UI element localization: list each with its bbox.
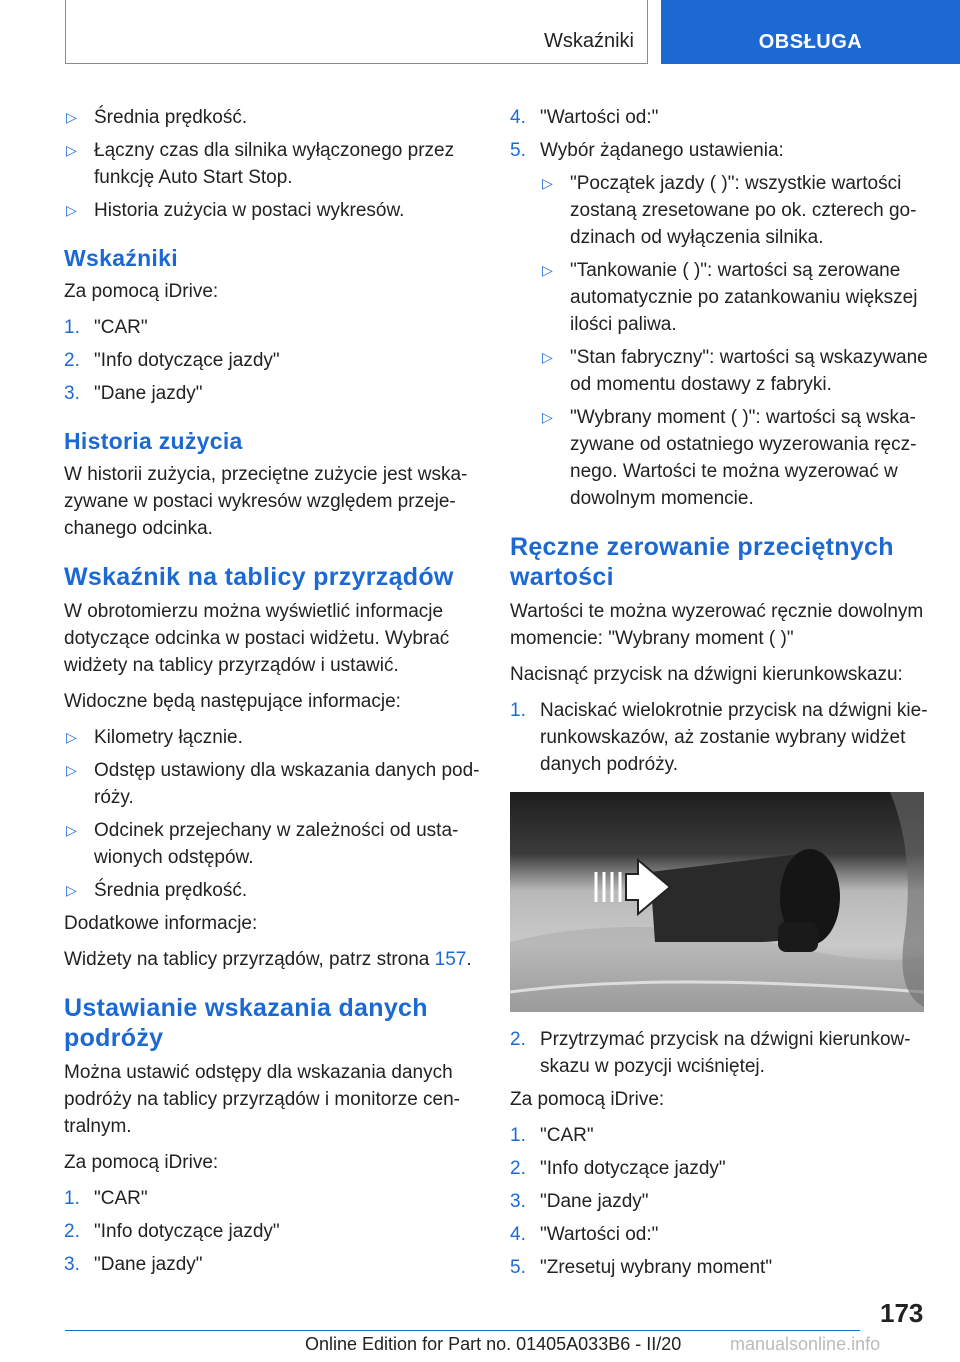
- heading-tablica: Wskaźnik na tablicy przyrządów: [64, 563, 454, 591]
- triangle-bullet-icon: ▷: [66, 882, 77, 898]
- triangle-bullet-icon: ▷: [66, 822, 77, 838]
- paragraph: Można ustawić odstępy dla wskazania danych podróży na tablicy przyrządów i monitorze cen- tralnym.: [64, 1062, 461, 1137]
- footer-divider: [65, 1330, 860, 1331]
- list-item: ▷ Odstęp ustawiony dla wskazania danych pod- róży.: [64, 757, 484, 811]
- list-item: ▷ Kilometry łącznie.: [64, 724, 484, 751]
- triangle-bullet-icon: ▷: [66, 729, 77, 745]
- list-item: 3. "Dane jazdy": [64, 1254, 203, 1275]
- list-item: 2. "Info dotyczące jazdy": [64, 1221, 280, 1242]
- heading-reczne: Ręczne zerowanie przeciętnych wartości: [510, 533, 894, 591]
- list-item: ▷ Odcinek przejechany w zależności od usta- wionych odstępów.: [64, 817, 484, 871]
- footer-edition: Online Edition for Part no. 01405A033B6 - II/20: [305, 1334, 682, 1354]
- list-item: 5. "Zresetuj wybrany moment": [510, 1257, 773, 1278]
- list-item: ▷ "Tankowanie ( )": wartości są zerowane automatycznie po zatankowaniu większej ilości paliwa.: [540, 257, 930, 338]
- paragraph: Nacisnąć przycisk na dźwigni kierunkowskazu:: [510, 664, 903, 685]
- list-item: ▷ Średnia prędkość.: [64, 104, 484, 131]
- header-section-title: Wskaźniki: [543, 30, 634, 52]
- triangle-bullet-icon: ▷: [542, 262, 553, 278]
- steps-list: [510, 104, 930, 164]
- paragraph: Widoczne będą następujące informacje:: [64, 691, 401, 712]
- list-item: 1. "CAR": [64, 1188, 148, 1209]
- list-item: 4. "Wartości od:": [510, 107, 659, 128]
- paragraph: Dodatkowe informacje:: [64, 913, 258, 934]
- header-chapter-tab[interactable]: OBSŁUGA: [661, 0, 960, 64]
- sub-bullet-list: [540, 170, 930, 512]
- steps-list: [64, 1185, 484, 1278]
- triangle-bullet-icon: ▷: [66, 109, 77, 125]
- list-item: 3. "Dane jazdy": [64, 383, 203, 404]
- paragraph: Za pomocą iDrive:: [510, 1089, 665, 1110]
- paragraph: W historii zużycia, przeciętne zużycie jest wska- zywane w postaci wykresów względem przeje- chanego odcinka.: [64, 464, 468, 539]
- footer-watermark: manualsonline.info: [730, 1334, 881, 1354]
- list-item: 1. Naciskać wielokrotnie przycisk na dźwigni kie- runkowskazów, aż zostanie wybrany widżet danych podróży.: [510, 700, 928, 775]
- list-item: 2. Przytrzymać przycisk na dźwigni kierunkow- skazu w pozycji wciśniętej.: [510, 1029, 911, 1077]
- list-item: 1. "CAR": [64, 317, 148, 338]
- bullet-list-top: [64, 104, 484, 224]
- triangle-bullet-icon: ▷: [542, 349, 553, 365]
- page-ref-link[interactable]: 157: [434, 949, 467, 970]
- right-column: [510, 104, 930, 1287]
- paragraph: Wartości te można wyzerować ręcznie dowolnym momencie: "Wybrany moment ( )": [510, 601, 924, 649]
- paragraph: Za pomocą iDrive:: [64, 1152, 219, 1173]
- triangle-bullet-icon: ▷: [66, 202, 77, 218]
- turn-signal-lever-photo: [510, 792, 924, 1012]
- list-item: 5. Wybór żądanego ustawienia:: [510, 140, 784, 161]
- list-item: ▷ "Wybrany moment ( )": wartości są wska- zywane od ostatniego wyzerowania ręcz- nego. Wartości te można wyzerować w dowolnym momencie.: [540, 404, 930, 512]
- list-item: 3. "Dane jazdy": [510, 1191, 649, 1212]
- list-item: ▷ Łączny czas dla silnika wyłączonego przez funkcję Auto Start Stop.: [64, 137, 484, 191]
- page-number: 173: [880, 1298, 924, 1328]
- lever-illustration: [510, 792, 924, 1012]
- heading-ustawianie: Ustawianie wskazania danych podróży: [64, 994, 428, 1052]
- steps-list: [510, 1122, 930, 1281]
- list-item: 2. "Info dotyczące jazdy": [510, 1158, 726, 1179]
- paragraph: Za pomocą iDrive:: [64, 281, 219, 302]
- heading-wskazniki: Wskaźniki: [64, 245, 178, 271]
- heading-historia: Historia zużycia: [64, 428, 243, 454]
- list-item: 4. "Wartości od:": [510, 1224, 659, 1245]
- steps-list: [64, 314, 484, 407]
- list-item: ▷ Historia zużycia w postaci wykresów.: [64, 197, 484, 224]
- list-item: 1. "CAR": [510, 1125, 594, 1146]
- triangle-bullet-icon: ▷: [542, 175, 553, 191]
- triangle-bullet-icon: ▷: [542, 409, 553, 425]
- list-item: ▷ "Początek jazdy ( )": wszystkie wartości zostaną zresetowane po ok. czterech go- dzinach od wyłączenia silnika.: [540, 170, 930, 251]
- triangle-bullet-icon: ▷: [66, 142, 77, 158]
- paragraph: W obrotomierzu można wyświetlić informacje dotyczące odcinka w postaci widżetu. Wybrać widżety na tablicy przyrządów i ustawić.: [64, 601, 450, 676]
- list-item: ▷ Średnia prędkość.: [64, 877, 484, 904]
- triangle-bullet-icon: ▷: [66, 762, 77, 778]
- steps-list: [510, 697, 930, 778]
- paragraph: Widżety na tablicy przyrządów, patrz strona 157.: [64, 949, 472, 970]
- steps-list: [510, 1026, 930, 1080]
- bullet-list-info: [64, 724, 484, 904]
- list-item: 2. "Info dotyczące jazdy": [64, 350, 280, 371]
- list-item: ▷ "Stan fabryczny": wartości są wskazywane od momentu dostawy z fabryki.: [540, 344, 930, 398]
- left-column: [64, 104, 484, 1284]
